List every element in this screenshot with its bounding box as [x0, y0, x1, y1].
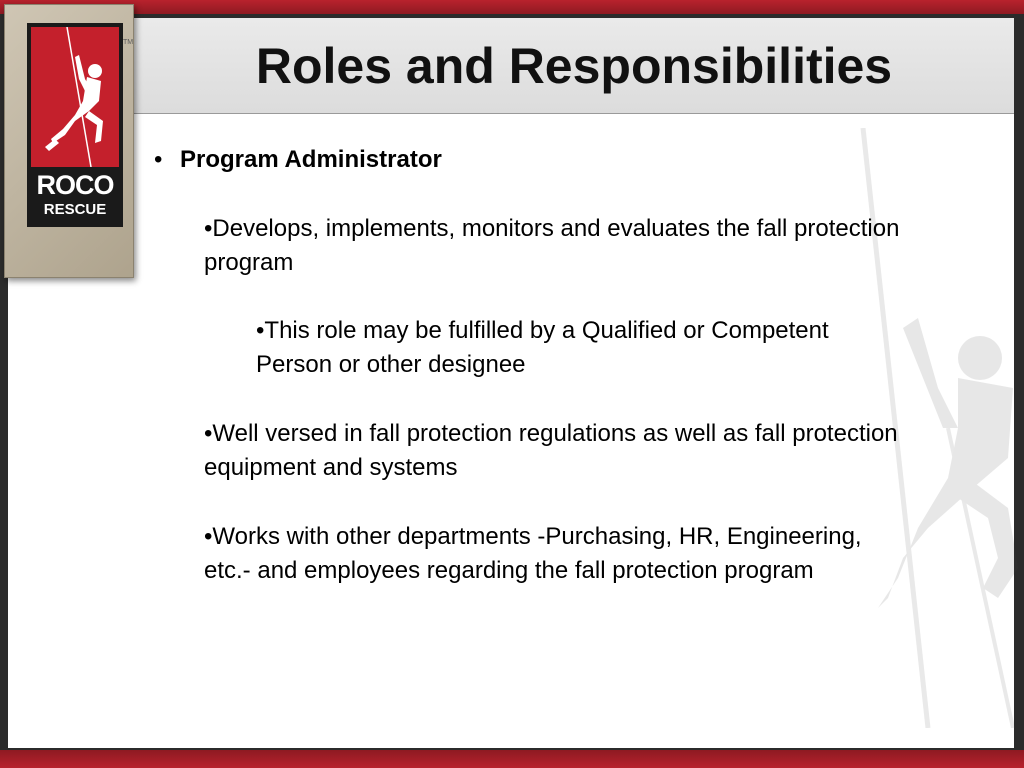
bullet-develops: •Develops, implements, monitors and evaluates the fall protection program: [204, 215, 900, 276]
bottom-red-bar: [0, 750, 1024, 768]
heading-bullet: •: [154, 146, 163, 173]
slide-title: Roles and Responsibilities: [255, 38, 893, 94]
bullet-role-fulfilled: •This role may be fulfilled by a Qualified or Competent Person or other designee: [256, 317, 829, 378]
content-panel: [8, 18, 1014, 748]
logo-red-panel: [31, 27, 119, 167]
bullet-well-versed: •Well versed in fall protection regulations as well as fall protection equipment and systems: [204, 420, 898, 481]
trademark-mark: TM: [123, 39, 134, 46]
logo-inner: [27, 23, 123, 227]
top-red-bar: [0, 0, 1024, 14]
logo-roco-text: ROCO: [36, 170, 114, 200]
title-band: [8, 18, 1014, 114]
roco-rescue-logo: [4, 4, 134, 278]
logo-rescue-text: RESCUE: [43, 201, 107, 218]
rappeller-icon: [31, 27, 119, 167]
bullet-works-with: •Works with other departments -Purchasing, HR, Engineering, etc.- and employees regarding the fall protection program: [204, 523, 862, 584]
heading-program-administrator: Program Administrator: [180, 146, 442, 173]
